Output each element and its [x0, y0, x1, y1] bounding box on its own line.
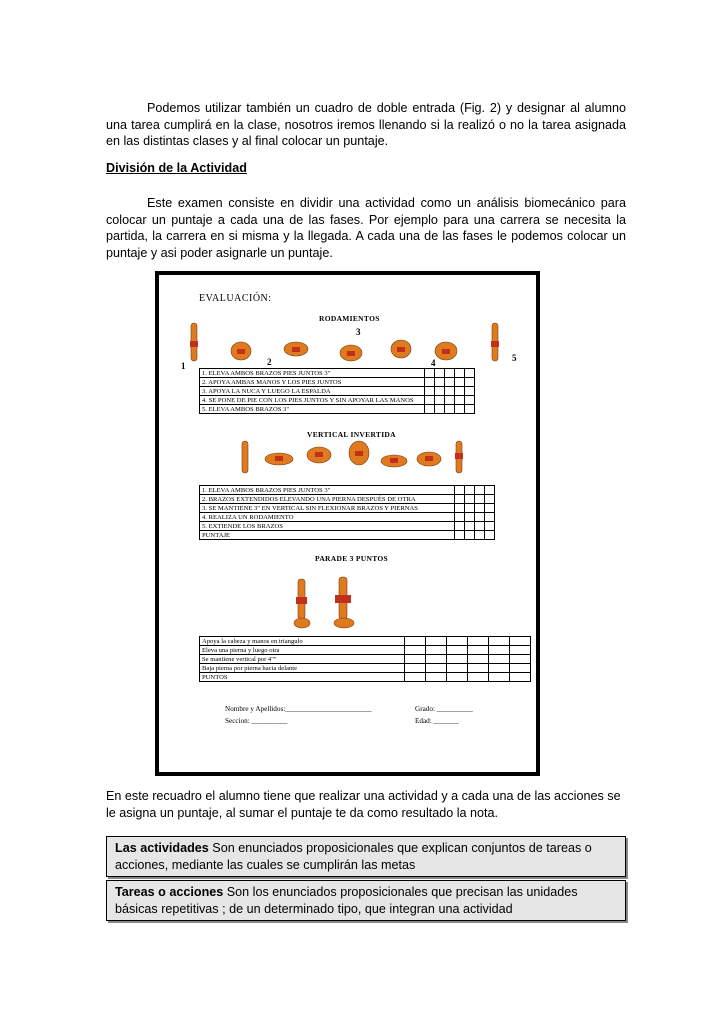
- row-label: Apoya la cabeza y manos en triangulo: [200, 637, 405, 646]
- row-label: 1. ELEVA AMBOS BRAZOS PIES JUNTOS 3": [200, 369, 425, 378]
- definition-box-activities: [106, 836, 626, 877]
- step-number-2: 2: [267, 357, 272, 367]
- definition-term: Tareas o acciones: [115, 885, 224, 899]
- table-row: [200, 405, 475, 414]
- row-label: Se mantiene vertical por 4"": [200, 655, 405, 664]
- row-label: 5. EXTIENDE LOS BRAZOS: [200, 522, 455, 531]
- rodamientos-title: RODAMIENTOS: [319, 314, 380, 323]
- section-heading: División de la Actividad: [106, 161, 247, 175]
- row-label: 2. BRAZOS EXTENDIDOS ELEVANDO UNA PIERNA DESPUÉS DE OTRA: [200, 495, 455, 504]
- table-row: [200, 673, 531, 682]
- rodamientos-illustration: [181, 319, 521, 371]
- evaluation-label: EVALUACIÓN:: [199, 293, 272, 304]
- row-label: PUNTOS: [200, 673, 405, 682]
- vertical-table: [199, 485, 495, 540]
- parade-illustration: [284, 575, 374, 630]
- definition-text: Son enunciados proposicionales que explican conjuntos de tareas o acciones, mediante las cuales se cumplirán las metas: [115, 841, 592, 872]
- parade-title: PARADE 3 PUNTOS: [315, 554, 388, 563]
- step-number-4: 4: [431, 358, 436, 368]
- row-label: 3. SE MANTIENE 3" EN VERTICAL SIN FLEXIONAR BRAZOS Y PIERNAS: [200, 504, 455, 513]
- row-label: Eleva una pierna y luego otra: [200, 646, 405, 655]
- table-row: [200, 522, 495, 531]
- evaluation-figure: [155, 271, 540, 776]
- table-row: [200, 637, 531, 646]
- parade-table: [199, 636, 531, 682]
- vertical-title: VERTICAL INVERTIDA: [307, 430, 396, 439]
- table-row: [200, 646, 531, 655]
- body-paragraph: Este examen consiste en dividir una actividad como un análisis biomecánico para colocar un puntaje a cada una de las fases. Por ejemplo para una carrera se necesita la partida, la carrera en si misma y la llegada. A cada una de las fases le podemos colocar un puntaje y asi poder asignarle un puntaje.: [106, 196, 626, 260]
- table-row: [200, 531, 495, 540]
- definition-term: Las actividades: [115, 841, 209, 855]
- table-row: [200, 504, 495, 513]
- row-label: Baja pierna por pierna hacia delante: [200, 664, 405, 673]
- row-label: 2. APOYA AMBAS MANOS Y LOS PIES JUNTOS: [200, 378, 425, 387]
- age-field: Edad: _______: [415, 717, 459, 725]
- table-row: [200, 486, 495, 495]
- table-row: [200, 369, 475, 378]
- rodamientos-table: [199, 368, 475, 414]
- row-label: 5. ELEVA AMBOS BRAZOS 3": [200, 405, 425, 414]
- row-label: 3. APOYA LA NUCA Y LUEGO LA ESPALDA: [200, 387, 425, 396]
- table-row: [200, 655, 531, 664]
- table-row: [200, 513, 495, 522]
- row-label: 1. ELEVA AMBOS BRAZOS PIES JUNTOS 3": [200, 486, 455, 495]
- table-row: [200, 495, 495, 504]
- definition-box-tasks: [106, 880, 626, 921]
- row-label: 4. SE PONE DE PIE CON LOS PIES JUNTOS Y SIN APOYAR LAS MANOS: [200, 396, 425, 405]
- intro-paragraph: Podemos utilizar también un cuadro de doble entrada (Fig. 2) y designar al alumno una tarea cumplirá en la clase, nosotros iremos llenando si la realizó o no la tarea asignada en las distintas clases y al final colocar un puntaje.: [106, 101, 626, 148]
- table-row: [200, 387, 475, 396]
- table-row: [200, 396, 475, 405]
- name-field: Nombre y Apellidos:________________________: [225, 705, 372, 713]
- after-paragraph: En este recuadro el alumno tiene que realizar una actividad y a cada una de las acciones se le asigna un puntaje, al sumar el puntaje te da como resultado la nota.: [106, 789, 621, 820]
- definition-text: Son los enunciados proposicionales que precisan las unidades básicas repetitivas ; de un determinado tipo, que integran una actividad: [115, 885, 578, 916]
- section-field: Seccion: __________: [225, 717, 288, 725]
- grade-field: Grado: __________: [415, 705, 473, 713]
- row-label: PUNTAJE: [200, 531, 455, 540]
- row-label: 4. REALIZA UN RODAMIENTO: [200, 513, 455, 522]
- step-number-1: 1: [181, 361, 186, 371]
- step-number-3: 3: [356, 327, 361, 337]
- vertical-illustration: [234, 435, 474, 477]
- table-row: [200, 664, 531, 673]
- step-number-5: 5: [512, 353, 517, 363]
- table-row: [200, 378, 475, 387]
